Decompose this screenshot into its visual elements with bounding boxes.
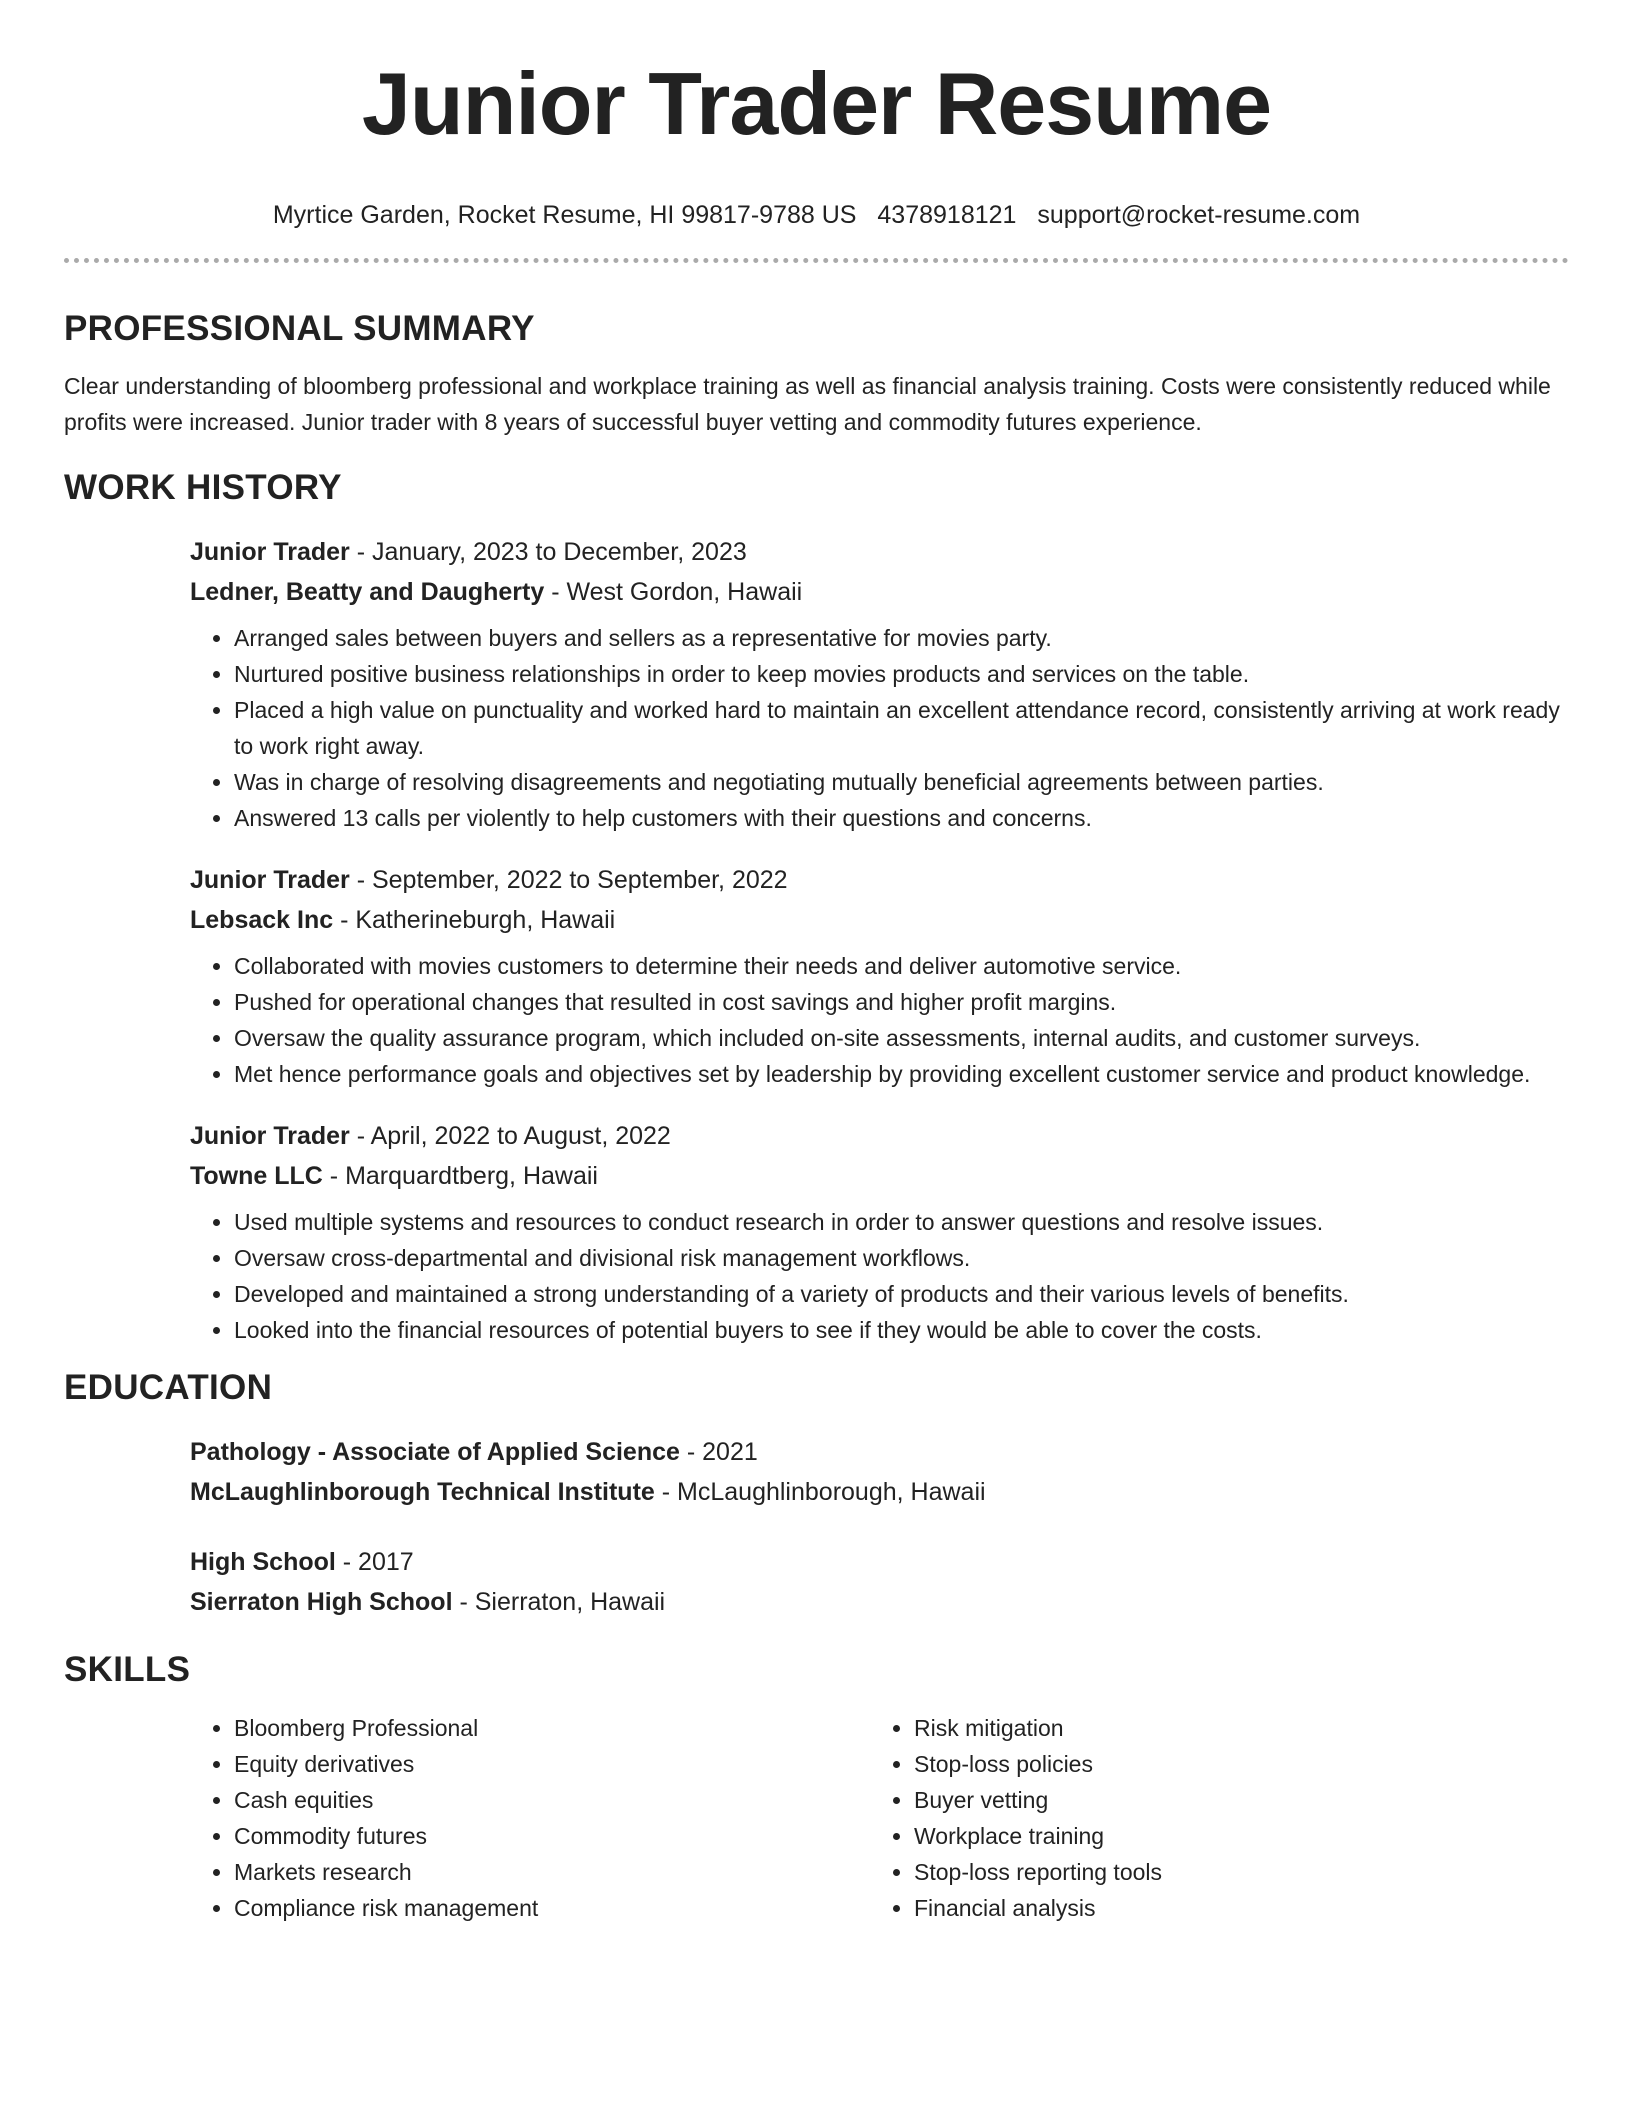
list-item: • Answered 13 calls per violently to help customers with their questions and concerns. <box>234 800 1569 836</box>
list-item: • Was in charge of resolving disagreements and negotiating mutually beneficial agreements between parties. <box>234 764 1569 800</box>
job-company-line <box>190 900 1569 940</box>
job-company: Ledner, Beatty and Daugherty <box>190 578 545 606</box>
job-company: Lebsack Inc <box>190 906 334 934</box>
degree-year: - 2021 <box>679 1438 758 1466</box>
job-bullets <box>190 948 1569 1092</box>
job-entry <box>190 860 1569 1092</box>
degree-line <box>190 1432 1569 1472</box>
list-item: • Used multiple systems and resources to conduct research in order to answer questions and resolve issues. <box>234 1204 1569 1240</box>
address-text: Myrtice Garden, Rocket Resume, HI 99817-9788 US <box>272 201 857 229</box>
school-location: - Sierraton, Hawaii <box>452 1588 666 1616</box>
job-title-line <box>190 1116 1569 1156</box>
summary-text: Clear understanding of bloomberg professional and workplace training as well as financial analysis training. Costs were consistently reduced while profits were increased. Junior trader with 8 years of successful buyer vetting and commodity futures experience. <box>64 373 1551 435</box>
job-dates: - January, 2023 to December, 2023 <box>349 538 747 566</box>
job-bullets <box>190 620 1569 836</box>
degree-line <box>190 1542 1569 1582</box>
school-location: - McLaughlinborough, Hawaii <box>654 1478 986 1506</box>
list-item: • Collaborated with movies customers to determine their needs and deliver automotive service. <box>234 948 1569 984</box>
list-item: • Oversaw the quality assurance program, which included on-site assessments, internal audits, and customer surveys. <box>234 1020 1569 1056</box>
list-item: • Markets research <box>234 1854 870 1890</box>
list-item: • Equity derivatives <box>234 1746 870 1782</box>
education-entry <box>190 1432 1569 1512</box>
list-item: • Risk mitigation <box>914 1710 1514 1746</box>
skills-list <box>190 1710 1569 1926</box>
list-item: • Bloomberg Professional <box>234 1710 870 1746</box>
job-company: Towne LLC <box>190 1162 323 1190</box>
resume-page <box>64 0 1569 1926</box>
summary-heading: PROFESSIONAL SUMMARY <box>64 309 535 348</box>
list-item: • Developed and maintained a strong understanding of a variety of products and their various levels of benefits. <box>234 1276 1569 1312</box>
list-item: • Looked into the financial resources of potential buyers to see if they would be able to cover the costs. <box>234 1312 1569 1348</box>
list-item: • Met hence performance goals and objectives set by leadership by providing excellent customer service and product knowledge. <box>234 1056 1569 1092</box>
phone-text: 4378918121 <box>877 201 1017 229</box>
list-item: • Stop-loss policies <box>914 1746 1514 1782</box>
job-company-line <box>190 1156 1569 1196</box>
skills-heading: SKILLS <box>64 1650 191 1689</box>
header-divider <box>64 258 1569 263</box>
job-entry <box>190 1116 1569 1348</box>
job-location: - West Gordon, Hawaii <box>544 578 803 606</box>
school-name: Sierraton High School <box>190 1588 453 1616</box>
job-title: Junior Trader <box>190 866 350 894</box>
job-dates: - September, 2022 to September, 2022 <box>349 866 788 894</box>
email-text: support@rocket-resume.com <box>1037 201 1361 229</box>
degree-name: High School <box>190 1548 336 1576</box>
list-item: • Arranged sales between buyers and sellers as a representative for movies party. <box>234 620 1569 656</box>
work-history-heading: WORK HISTORY <box>64 468 342 507</box>
list-item: • Buyer vetting <box>914 1782 1514 1818</box>
job-entry <box>190 532 1569 836</box>
list-item: • Cash equities <box>234 1782 870 1818</box>
job-title-line <box>190 860 1569 900</box>
list-item: • Workplace training <box>914 1818 1514 1854</box>
list-item: • Pushed for operational changes that resulted in cost savings and higher profit margins. <box>234 984 1569 1020</box>
job-bullets <box>190 1204 1569 1348</box>
job-location: - Katherineburgh, Hawaii <box>333 906 616 934</box>
job-title: Junior Trader <box>190 1122 350 1150</box>
school-name: McLaughlinborough Technical Institute <box>190 1478 655 1506</box>
resume-title: Junior Trader Resume <box>361 54 1272 153</box>
skills-column-right <box>870 1710 1514 1926</box>
job-company-line <box>190 572 1569 612</box>
education-entry <box>190 1542 1569 1622</box>
list-item: • Financial analysis <box>914 1890 1514 1926</box>
list-item: • Oversaw cross-departmental and divisional risk management workflows. <box>234 1240 1569 1276</box>
job-location: - Marquardtberg, Hawaii <box>322 1162 598 1190</box>
job-dates: - April, 2022 to August, 2022 <box>349 1122 671 1150</box>
skills-column-left <box>190 1710 870 1926</box>
list-item: • Placed a high value on punctuality and worked hard to maintain an excellent attendance record, consistently arriving at work ready to work right away. <box>234 692 1569 764</box>
list-item: • Compliance risk management <box>234 1890 870 1926</box>
degree-name: Pathology - Associate of Applied Science <box>190 1438 680 1466</box>
degree-year: - 2017 <box>335 1548 414 1576</box>
list-item: • Commodity futures <box>234 1818 870 1854</box>
job-title-line <box>190 532 1569 572</box>
list-item: • Stop-loss reporting tools <box>914 1854 1514 1890</box>
school-line <box>190 1472 1569 1512</box>
job-title: Junior Trader <box>190 538 350 566</box>
education-heading: EDUCATION <box>64 1368 273 1407</box>
school-line <box>190 1582 1569 1622</box>
contact-line <box>64 198 1569 232</box>
list-item: • Nurtured positive business relationships in order to keep movies products and services on the table. <box>234 656 1569 692</box>
